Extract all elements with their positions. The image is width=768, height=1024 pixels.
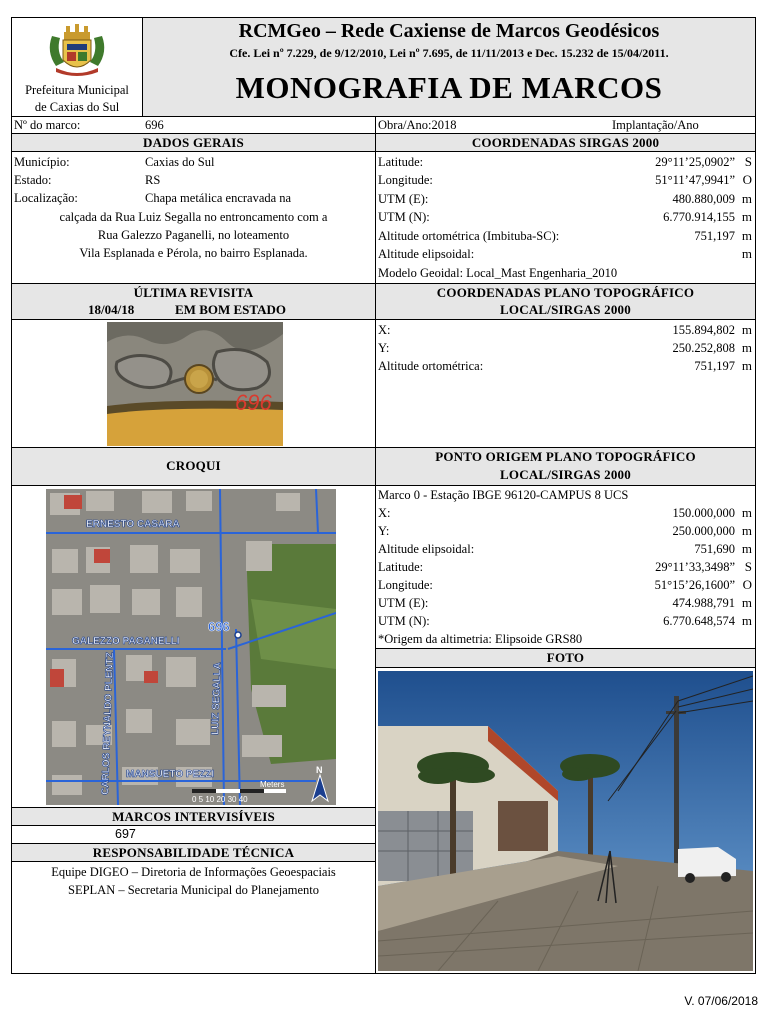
croqui-header bbox=[11, 447, 376, 486]
origem-title-2: LOCAL/SIRGAS 2000 bbox=[500, 467, 631, 482]
origem-alt-value: 751,690 bbox=[694, 542, 735, 556]
implantacao-label: Implantação/Ano bbox=[612, 118, 699, 132]
origem-x-value: 150.000,000 bbox=[672, 506, 735, 520]
sirgas-utm-e-label: UTM (E): bbox=[378, 192, 429, 206]
foto-body bbox=[375, 667, 756, 974]
unit-label: m bbox=[741, 228, 752, 243]
croqui-aerial-map bbox=[46, 489, 336, 805]
sirgas-alt-elip-label: Altitude elipsoidal: bbox=[378, 247, 475, 261]
unit-label: O bbox=[742, 172, 752, 187]
sirgas-alt-orto-value: 751,197 bbox=[694, 229, 735, 243]
header-title-cell bbox=[142, 17, 756, 117]
sirgas-body bbox=[375, 151, 756, 284]
origem-lon-label: Longitude: bbox=[378, 578, 433, 592]
plano-topo-body bbox=[375, 319, 756, 448]
unit-label: m bbox=[741, 322, 752, 337]
origem-utm-n-label: UTM (N): bbox=[378, 614, 430, 628]
street-ernesto-casara: ERNESTO CASARA bbox=[86, 519, 180, 530]
scale-label: Meters bbox=[260, 780, 285, 789]
unit-label: m bbox=[741, 191, 752, 206]
plano-x-label: X: bbox=[378, 323, 391, 337]
version-label: V. 07/06/2018 bbox=[684, 994, 758, 1008]
unit-label: S bbox=[744, 154, 752, 169]
responsabilidade-line1: Equipe DIGEO – Diretoria de Informações Geoespaciais bbox=[51, 865, 336, 879]
estado-value: RS bbox=[145, 173, 161, 187]
street-carlos-reynaldo-plentz: CARLOS REYNALDO PLENTZ bbox=[100, 652, 116, 796]
origem-lat-label: Latitude: bbox=[378, 560, 424, 574]
intervisivel-marker: 697 bbox=[115, 827, 136, 841]
plano-y-value: 250.252,808 bbox=[672, 341, 735, 355]
localizacao-line: Chapa metálica encravada na bbox=[145, 191, 292, 205]
localizacao-line: calçada da Rua Luiz Segalla no entroncamento com a bbox=[59, 210, 328, 224]
unit-label: m bbox=[741, 340, 752, 355]
croqui-title: CROQUI bbox=[166, 458, 221, 473]
origem-header bbox=[375, 447, 756, 486]
unit-label: m bbox=[741, 209, 752, 224]
sirgas-title: COORDENADAS SIRGAS 2000 bbox=[471, 135, 660, 150]
unit-label: m bbox=[741, 541, 752, 556]
intervisiveis-title: MARCOS INTERVISÍVEIS bbox=[112, 809, 275, 824]
origem-x-label: X: bbox=[378, 506, 391, 520]
origem-lat-value: 29°11’33,3498” bbox=[655, 560, 735, 574]
prefeitura-line2: de Caxias do Sul bbox=[34, 100, 120, 114]
unit-label: S bbox=[744, 559, 752, 574]
revisita-status: EM BOM ESTADO bbox=[175, 302, 286, 317]
street-galezzo-paganelli: GALEZZO PAGANELLI bbox=[72, 636, 180, 647]
sirgas-utm-e-value: 480.880,009 bbox=[672, 192, 735, 206]
sirgas-alt-orto-label: Altitude ortométrica (Imbituba-SC): bbox=[378, 229, 560, 243]
street-luiz-segalla: LUIZ SEGALLA bbox=[210, 661, 224, 736]
dados-gerais-body bbox=[11, 151, 376, 284]
painted-marker-number: 696 bbox=[235, 390, 272, 415]
unit-label: m bbox=[741, 613, 752, 628]
plano-topo-title-2: LOCAL/SIRGAS 2000 bbox=[500, 302, 631, 317]
org-name: RCMGeo – Rede Caxiense de Marcos Geodésicos bbox=[238, 20, 660, 42]
unit-label: m bbox=[741, 246, 752, 261]
law-reference: Cfe. Lei nº 7.229, de 9/12/2010, Lei nº 7.695, de 11/11/2013 e Dec. 15.232 de 15/04/2011. bbox=[229, 46, 669, 60]
marker-number-label: Nº do marco: bbox=[14, 118, 81, 132]
origem-utm-e-label: UTM (E): bbox=[378, 596, 429, 610]
origem-lon-value: 51°15’26,1600” bbox=[654, 578, 735, 592]
marker-number: 696 bbox=[145, 118, 164, 132]
foto-header bbox=[375, 648, 756, 668]
croqui-body bbox=[11, 485, 376, 808]
intervisiveis-body bbox=[11, 825, 376, 844]
plano-topo-title-1: COORDENADAS PLANO TOPOGRÁFICO bbox=[436, 285, 695, 300]
localizacao-line: Vila Esplanada e Pérola, no bairro Esplanada. bbox=[79, 246, 308, 260]
street-mansueto-pezzi: MANSUETO PEZZI bbox=[126, 769, 215, 780]
dados-gerais-header bbox=[11, 133, 376, 152]
north-label: N bbox=[316, 765, 323, 775]
plano-topo-header bbox=[375, 283, 756, 320]
unit-label: m bbox=[741, 505, 752, 520]
coat-of-arms-logo bbox=[42, 22, 112, 80]
estado-label: Estado: bbox=[14, 173, 52, 187]
sirgas-longitude-value: 51°11’47,9941” bbox=[655, 173, 735, 187]
origem-body bbox=[375, 485, 756, 649]
plano-y-label: Y: bbox=[378, 341, 390, 355]
plano-alt-label: Altitude ortométrica: bbox=[378, 359, 484, 373]
document-title: MONOGRAFIA DE MARCOS bbox=[235, 70, 663, 105]
revisita-photo-cell bbox=[11, 319, 376, 448]
unit-label: m bbox=[741, 358, 752, 373]
marker-closeup-photo bbox=[107, 322, 283, 446]
altimetria-note: *Origem da altimetria: Elipsoide GRS80 bbox=[378, 632, 583, 646]
origem-y-label: Y: bbox=[378, 524, 390, 538]
localizacao-label: Localização: bbox=[14, 191, 78, 205]
sirgas-header bbox=[375, 133, 756, 152]
localizacao-line: Rua Galezzo Paganelli, no loteamento bbox=[97, 228, 290, 242]
site-photo bbox=[378, 671, 753, 971]
sirgas-longitude-label: Longitude: bbox=[378, 173, 433, 187]
unit-label: m bbox=[741, 595, 752, 610]
scale-ticks: 0 5 10 20 30 40 bbox=[192, 795, 248, 804]
marker-row-right bbox=[375, 116, 756, 134]
map-marker-label: 696 bbox=[208, 619, 230, 634]
sirgas-utm-n-value: 6.770.914,155 bbox=[663, 210, 735, 224]
foto-title: FOTO bbox=[546, 650, 585, 665]
unit-label: m bbox=[741, 523, 752, 538]
municipio-value: Caxias do Sul bbox=[145, 155, 215, 169]
header-logo-cell bbox=[11, 17, 143, 117]
origem-subtitle: Marco 0 - Estação IBGE 96120-CAMPUS 8 UCS bbox=[378, 488, 629, 502]
origem-utm-n-value: 6.770.648,574 bbox=[663, 614, 735, 628]
responsabilidade-line2: SEPLAN – Secretaria Municipal do Planejamento bbox=[68, 883, 319, 897]
municipio-label: Município: bbox=[14, 155, 70, 169]
plano-alt-value: 751,197 bbox=[694, 359, 735, 373]
responsabilidade-title: RESPONSABILIDADE TÉCNICA bbox=[92, 845, 295, 860]
obra-ano-label: Obra/Ano:2018 bbox=[378, 118, 457, 132]
unit-label: O bbox=[742, 577, 752, 592]
prefeitura-line1: Prefeitura Municipal bbox=[25, 83, 129, 97]
origem-utm-e-value: 474.988,791 bbox=[672, 596, 735, 610]
responsabilidade-header bbox=[11, 843, 376, 862]
marker-row-left bbox=[11, 116, 376, 134]
responsabilidade-body bbox=[11, 861, 376, 974]
revisita-header bbox=[11, 283, 376, 320]
modelo-geoidal: Modelo Geoidal: Local_Mast Engenharia_2010 bbox=[378, 266, 618, 280]
plano-x-value: 155.894,802 bbox=[672, 323, 735, 337]
sirgas-latitude-label: Latitude: bbox=[378, 155, 424, 169]
intervisiveis-header bbox=[11, 807, 376, 826]
sirgas-latitude-value: 29°11’25,0902” bbox=[655, 155, 735, 169]
origem-alt-label: Altitude elipsoidal: bbox=[378, 542, 475, 556]
sirgas-utm-n-label: UTM (N): bbox=[378, 210, 430, 224]
revisita-title: ÚLTIMA REVISITA bbox=[133, 285, 254, 300]
revisita-date: 18/04/18 bbox=[88, 302, 135, 317]
origem-y-value: 250.000,000 bbox=[672, 524, 735, 538]
dados-gerais-title: DADOS GERAIS bbox=[142, 135, 244, 150]
origem-title-1: PONTO ORIGEM PLANO TOPOGRÁFICO bbox=[435, 449, 696, 464]
